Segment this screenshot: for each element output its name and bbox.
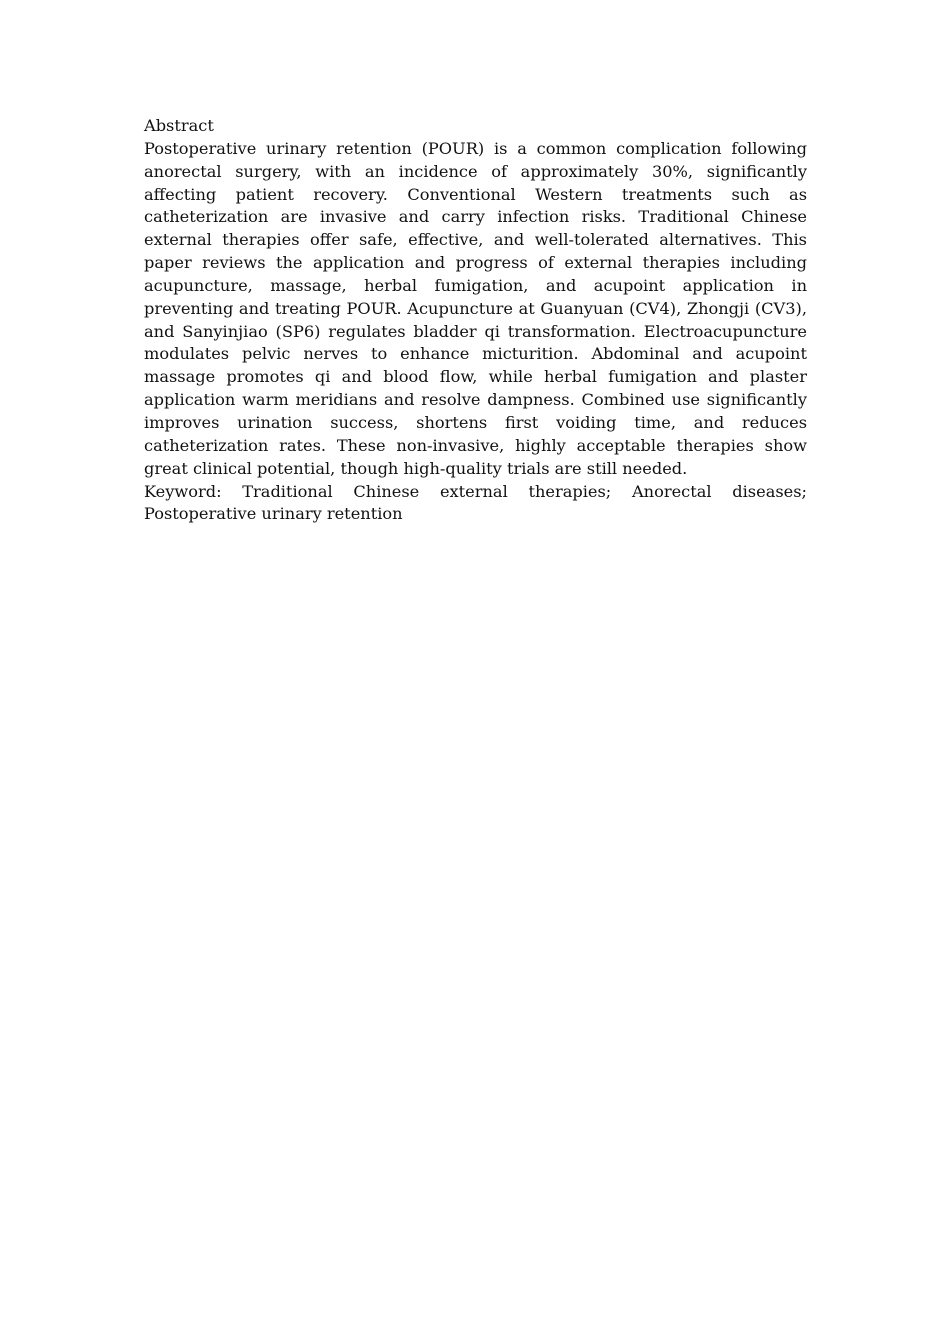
abstract-heading: Abstract [144,116,214,135]
keywords-line: Keyword: Traditional Chinese external therapies; Anorectal diseases; Postoperative urinary retention [144,481,807,524]
abstract-body: Postoperative urinary retention (POUR) is a common complication following anorectal surgery, with an incidence of approximately 30%, significantly affecting patient recovery. Conventional Western treatments such as catheterization are invasive and carry infection risks. Traditional Chinese external therapies offer safe, effective, and well-tolerated alternatives. This paper reviews the application and progress of external therapies including acupuncture, massage, herbal fumigation, and acupoint application in preventing and treating POUR. Acupuncture at Guanyuan (CV4), Zhongji (CV3), and Sanyinjiao (SP6) regulates bladder qi transformation. Electroacupuncture modulates pelvic nerves to enhance micturition. Abdominal and acupoint massage promotes qi and blood flow, while herbal fumigation and plaster application warm meridians and resolve dampness. Combined use significantly improves urination success, shortens first voiding time, and reduces catheterization rates. These non-invasive, highly acceptable therapies show great clinical potential, though high-quality trials are still needed. [144,138,807,478]
abstract-section [144,115,807,526]
